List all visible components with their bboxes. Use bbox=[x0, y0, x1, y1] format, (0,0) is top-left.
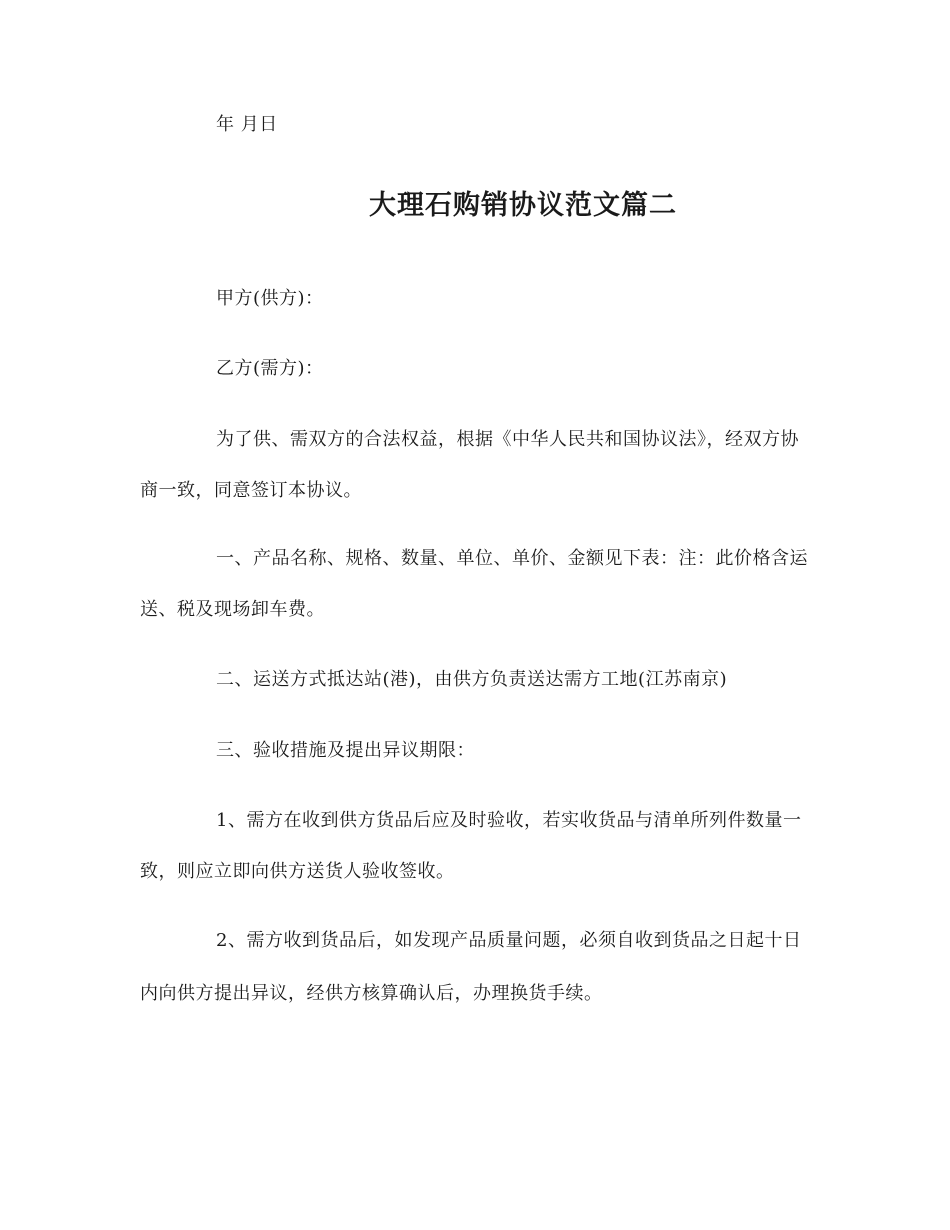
intro-line-2: 商一致，同意签订本协议。 bbox=[140, 480, 362, 501]
item-2-line-1: 2、需方收到货品后，如发现产品质量问题，必须自收到货品之日起十日 bbox=[216, 930, 802, 951]
date-line: 年 月日 bbox=[216, 114, 278, 135]
clause-3-heading: 三、验收措施及提出异议期限： bbox=[216, 740, 475, 761]
intro-line-1: 为了供、需双方的合法权益，根据《中华人民共和国协议法》，经双方协 bbox=[216, 429, 799, 450]
item-1-line-1: 1、需方在收到供方货品后应及时验收，若实收货品与清单所列件数量一 bbox=[216, 810, 802, 831]
clause-1-line-2: 送、税及现场卸车费。 bbox=[140, 599, 325, 620]
clause-2-paragraph: 二、运送方式抵达站(港)，由供方负责送达需方工地(江苏南京) bbox=[216, 669, 728, 690]
document-title: 大理石购销协议范文篇二 bbox=[369, 190, 677, 221]
item-2-line-2: 内向供方提出异议，经供方核算确认后，办理换货手续。 bbox=[140, 983, 603, 1004]
party-b-label: 乙方(需方)： bbox=[216, 358, 324, 379]
clause-1-line-1: 一、产品名称、规格、数量、单位、单价、金额见下表：注：此价格含运 bbox=[216, 548, 808, 569]
item-1-line-2: 致，则应立即向供方送货人验收签收。 bbox=[140, 861, 455, 882]
party-a-label: 甲方(供方)： bbox=[216, 288, 324, 309]
